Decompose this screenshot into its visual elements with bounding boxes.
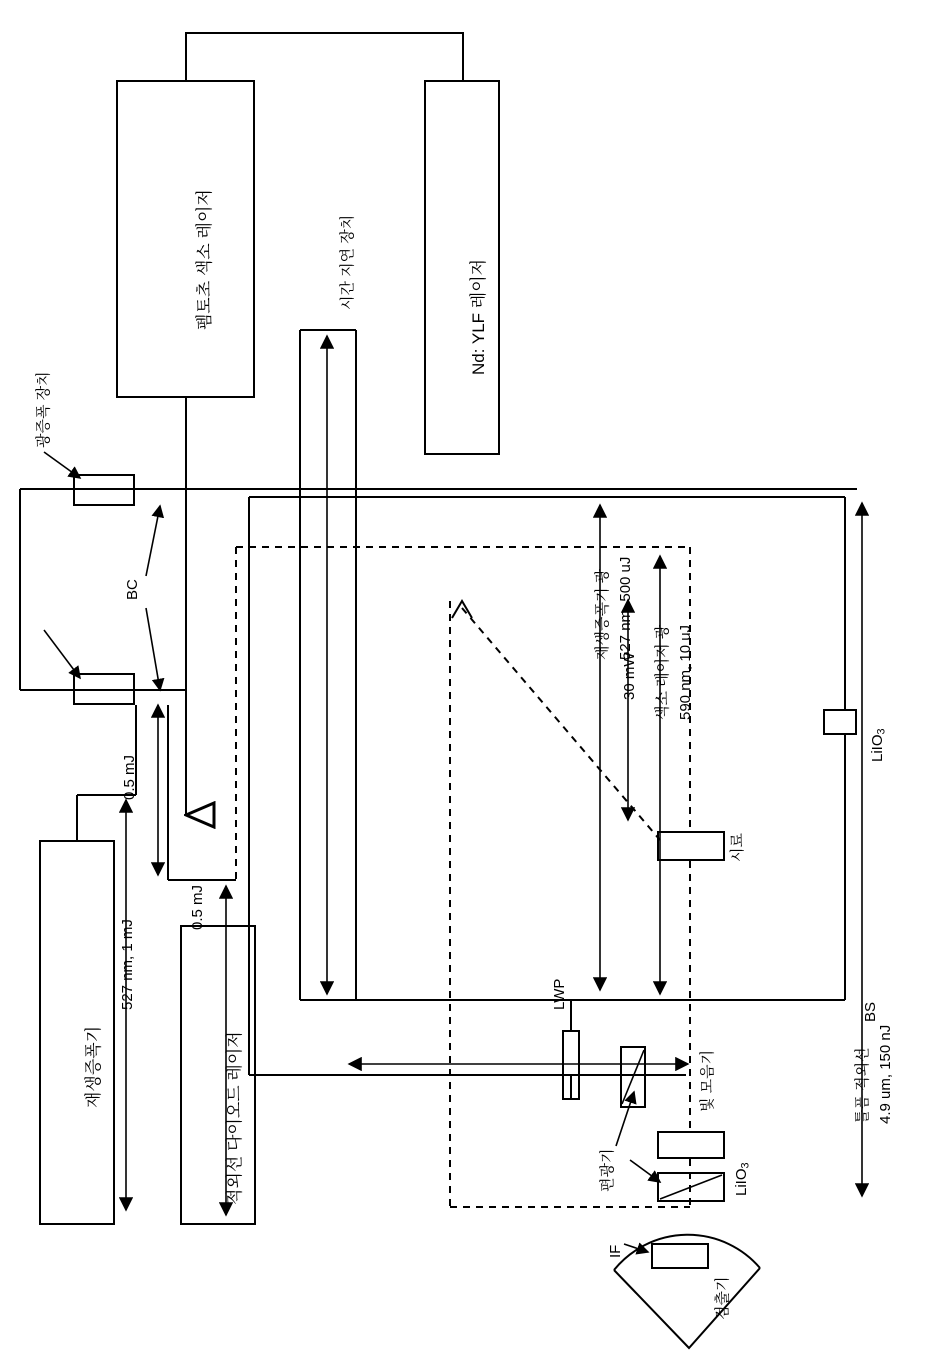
label-bc: BC: [124, 579, 141, 600]
optical-amplifier-stage-1: [73, 474, 135, 506]
polarizer-upper: [620, 1046, 646, 1108]
liio3-crystal-bottom: [657, 1131, 725, 1159]
label-regen-beam-line2: 527 nm, 500 uJ: [617, 556, 634, 660]
label-beam-combiner: 빛 모음기: [699, 1049, 716, 1112]
label-sample: 시료: [729, 833, 746, 862]
label-liio3-bottom: LiIO$_3$: [733, 1162, 752, 1196]
sample-cell: [657, 831, 725, 861]
label-optical-amplifier: 광증폭 장치: [35, 371, 52, 448]
block-dye-laser: [116, 80, 255, 398]
optical-amplifier-stage-2: [73, 673, 135, 705]
interference-filter: [651, 1243, 709, 1269]
label-polarizer: 편광기: [599, 1148, 616, 1192]
label-time-delay: 시간 지연 장치: [339, 214, 356, 310]
long-wave-pass-filter: [562, 1030, 580, 1100]
label-detector: 검출기: [714, 1276, 731, 1320]
label-if: IF: [607, 1244, 624, 1258]
label-probe-line1: 틀픔 적외선: [854, 1047, 871, 1124]
label-energy-05mj-b: 0.5 mJ: [189, 884, 206, 930]
polarizer-lower: [657, 1172, 725, 1202]
label-bs: BS: [862, 1001, 879, 1022]
liio3-crystal-right: [823, 709, 857, 735]
label-regen-beam-line1: 재생증폭기 광: [594, 568, 611, 660]
label-energy-05mj-a: 0.5 mJ: [121, 754, 138, 800]
label-probe-line2: 4.9 um, 150 nJ: [877, 1024, 894, 1124]
block-regen-amp-label: 재생증폭기: [84, 1025, 103, 1108]
block-ir-diode-laser-label: 적외선 다이오드 레이저: [225, 1031, 244, 1205]
block-ir-diode-laser: [180, 925, 256, 1225]
block-dye-laser-label: 펨토초 색소 레이저: [195, 189, 214, 330]
block-ndylf-laser-label: Nd: YLF 레이저: [469, 258, 488, 375]
label-dye-beam-line1: 색소 레이저 광: [654, 624, 671, 720]
block-ndylf-laser: [424, 80, 500, 455]
label-liio3-right: LiIO$_3$: [869, 728, 888, 762]
block-regen-amp: [39, 840, 115, 1225]
label-energy-527-1mj: 527 nm, 1 mJ: [119, 919, 136, 1010]
label-power-30mw: 30 mW: [621, 652, 638, 700]
label-dye-beam-line2: 590 nm, 10 uJ: [677, 624, 694, 720]
label-lwp: LWP: [551, 978, 568, 1010]
